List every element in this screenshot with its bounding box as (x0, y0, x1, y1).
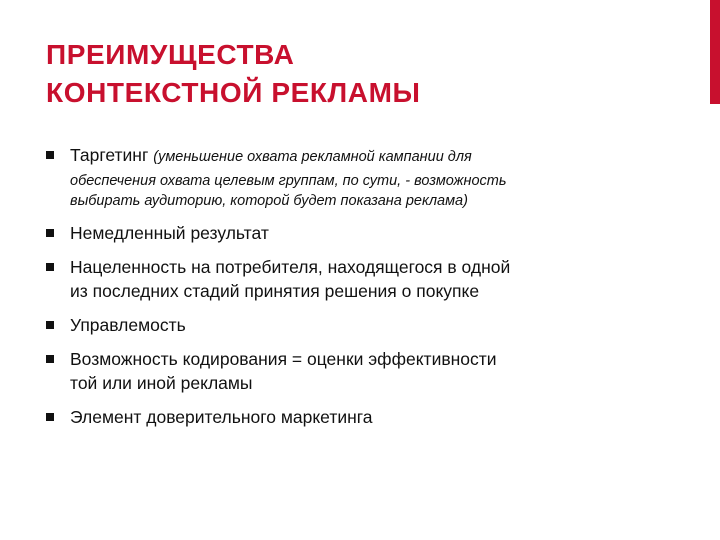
bullet-item-consumer-targeting (46, 255, 646, 303)
bullet-coding-line-2: той или иной рекламы (70, 373, 253, 393)
bullet-item-manageability (46, 313, 646, 337)
bullet-consumer-targeting-line-1: Нацеленность на потребителя, находящегося в одной (70, 257, 511, 277)
bullet-targeting-note-line-1: (уменьшение охвата рекламной кампании для (153, 149, 472, 165)
bullet-manageability-text: Управлемость (70, 315, 186, 335)
square-bullet-icon (46, 263, 54, 271)
square-bullet-icon (46, 151, 54, 159)
bullet-consumer-targeting-line-2: из последних стадий принятия решения о покупке (70, 281, 480, 301)
square-bullet-icon (46, 413, 54, 421)
bullet-item-trust-marketing (46, 405, 646, 429)
bullet-trust-marketing-text: Элемент доверительного маркетинга (70, 407, 373, 427)
bullet-targeting-label: Таргетинг (70, 145, 149, 165)
bullet-list (46, 143, 646, 429)
title-line-2: КОНТЕКСТНОЙ РЕКЛАМЫ (46, 77, 421, 108)
square-bullet-icon (46, 229, 54, 237)
bullet-targeting-note-line-2: обеспечения охвата целевым группам, по сути, - возможность (70, 173, 507, 189)
square-bullet-icon (46, 321, 54, 329)
bullet-item-immediate-result (46, 221, 646, 245)
bullet-item-targeting (46, 143, 646, 211)
bullet-immediate-result-text: Немедленный результат (70, 223, 269, 243)
accent-bar (710, 0, 720, 104)
bullet-targeting-note-line-3: выбирать аудиторию, которой будет показана реклама) (70, 193, 468, 209)
bullet-coding-line-1: Возможность кодирования = оценки эффективности (70, 349, 497, 369)
square-bullet-icon (46, 355, 54, 363)
slide-title (46, 36, 666, 112)
bullet-item-coding (46, 347, 646, 395)
title-line-1: ПРЕИМУЩЕСТВА (46, 39, 295, 70)
